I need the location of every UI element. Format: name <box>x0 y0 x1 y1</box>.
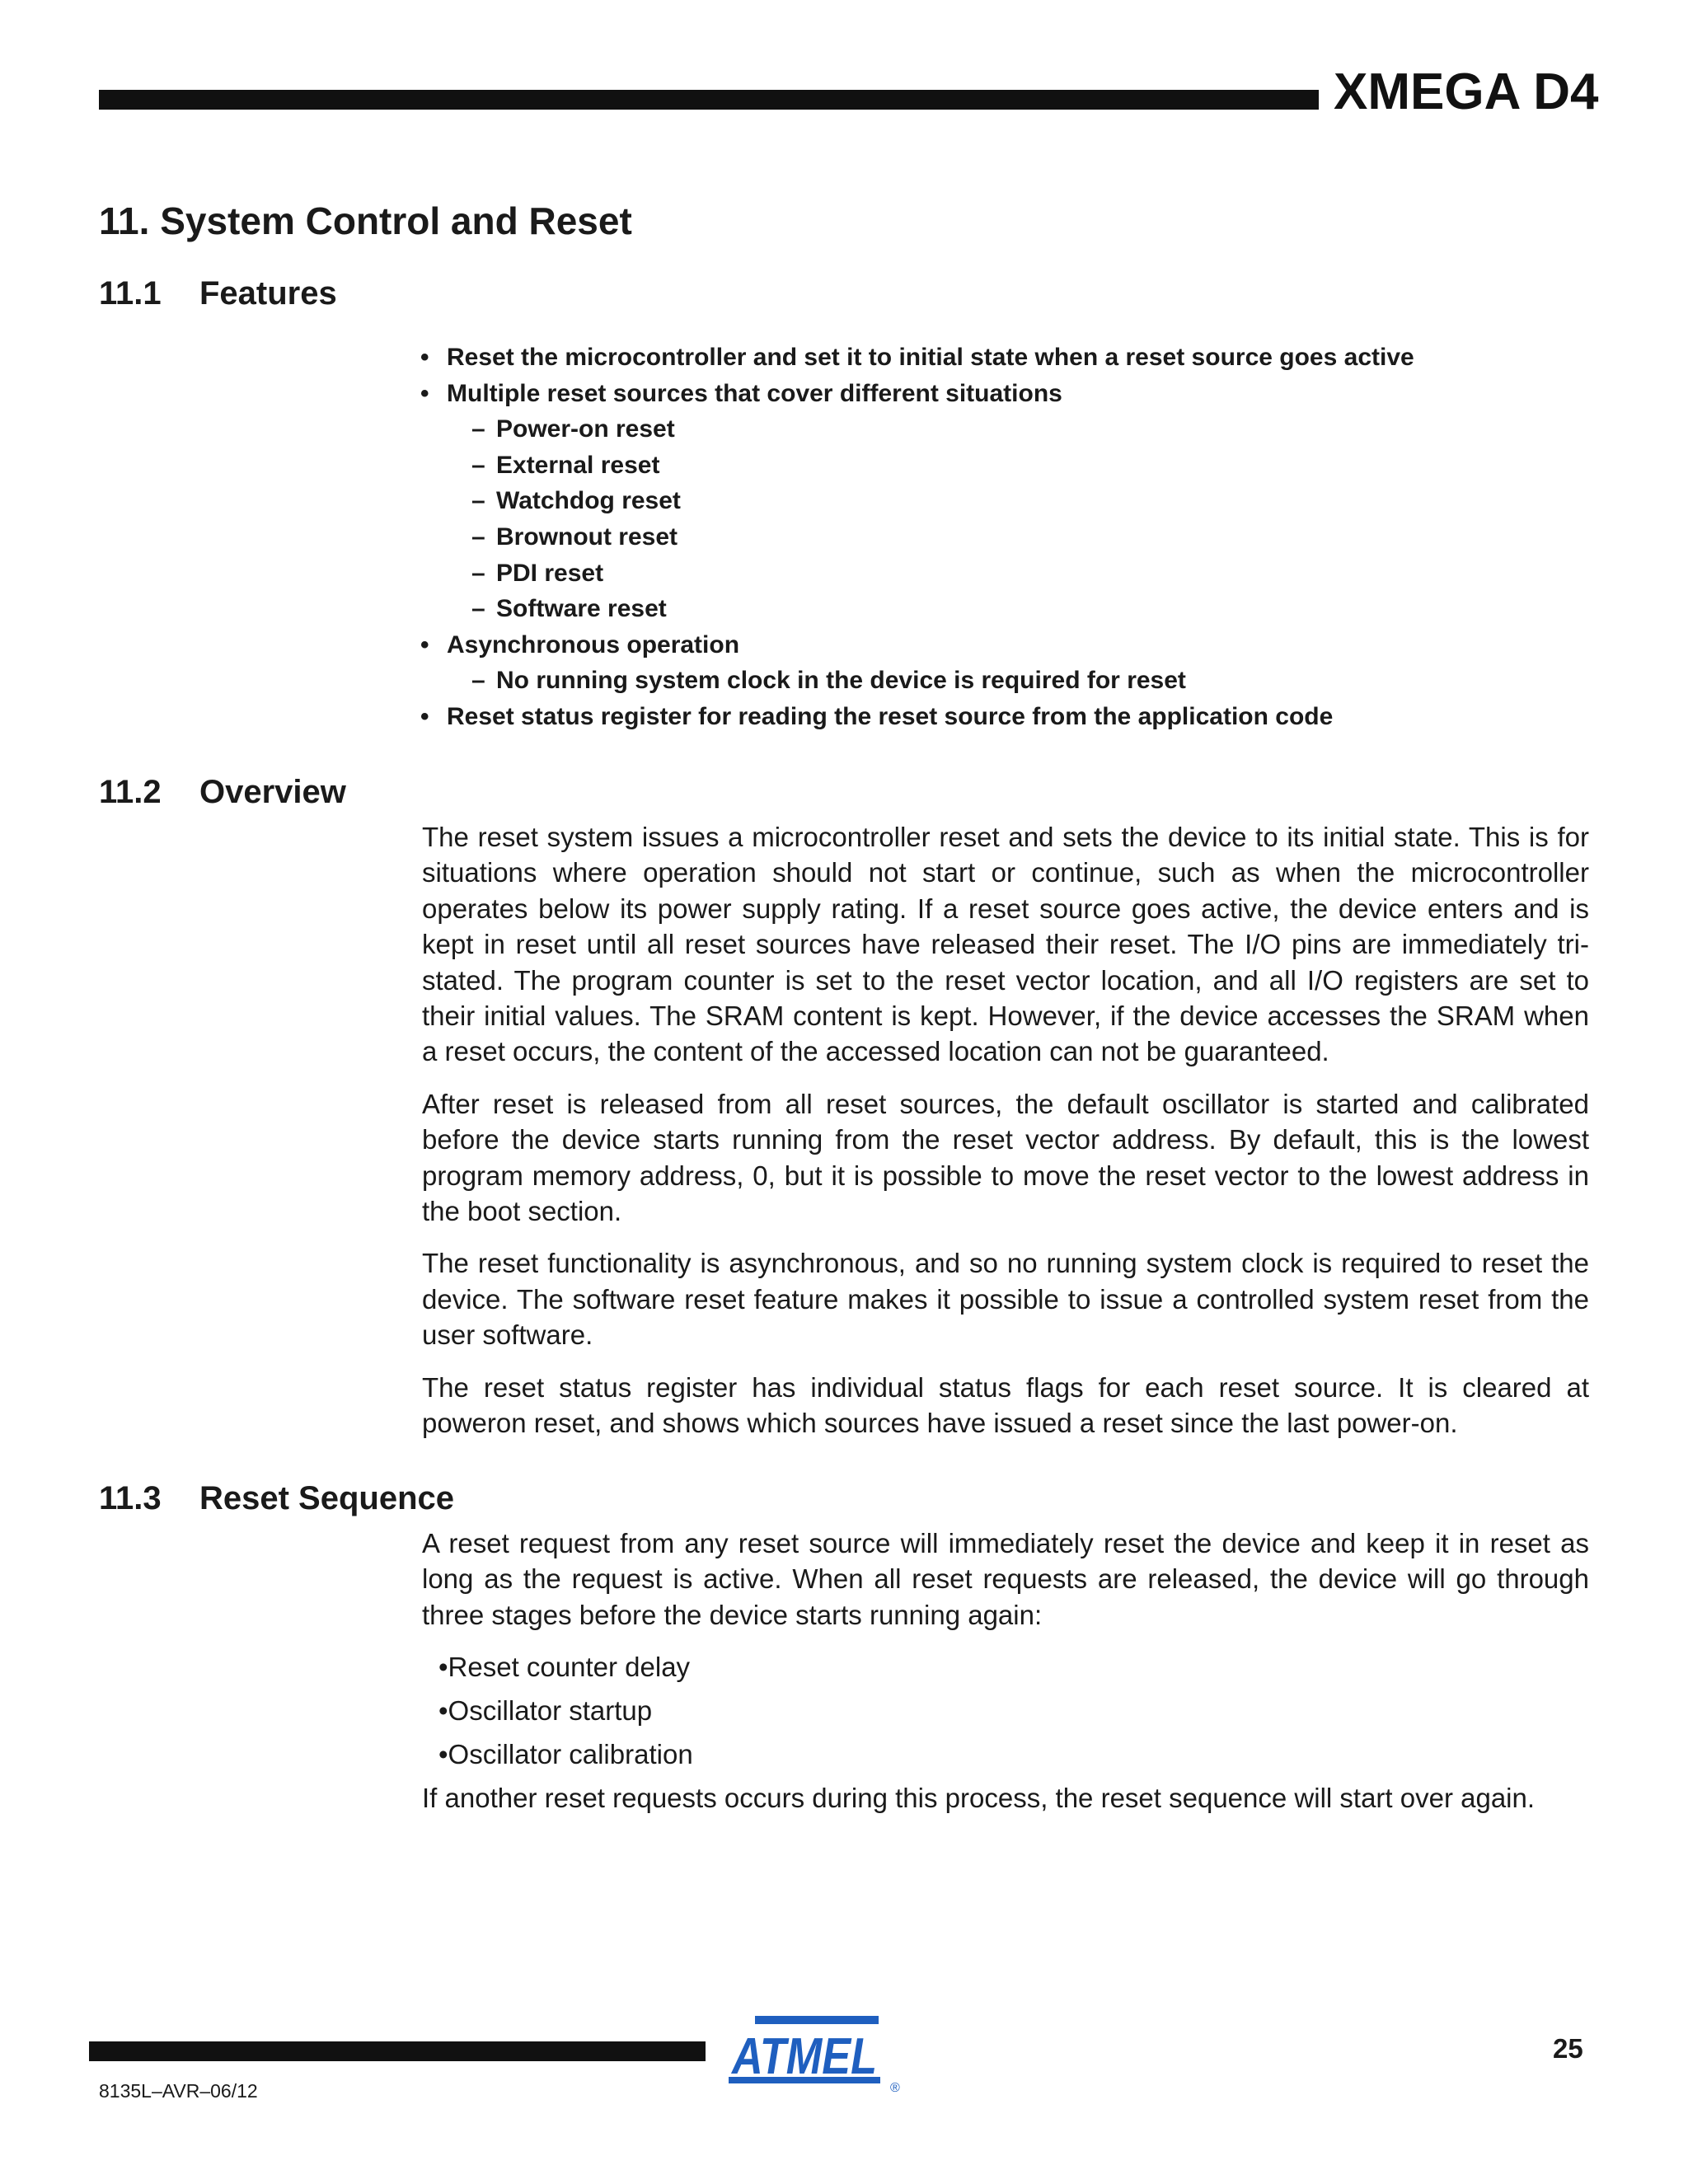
footer-rule <box>89 2041 706 2061</box>
list-item-text: Asynchronous operation <box>447 630 740 658</box>
atmel-logo-graphic <box>725 2011 907 2097</box>
reset-stage-list <box>438 1645 693 1776</box>
svg-text:ATMEL: ATMEL <box>730 2028 877 2085</box>
section-heading-reset-sequence <box>99 1477 454 1520</box>
document-code: 8135L–AVR–06/12 <box>99 2080 258 2102</box>
bullet-marker: • <box>420 379 429 407</box>
list-item-text: Watchdog reset <box>496 487 681 515</box>
list-item: •Oscillator calibration <box>438 1739 693 1769</box>
dash-marker: – <box>471 595 485 623</box>
bullet-marker: • <box>420 344 429 371</box>
list-item <box>420 376 1591 412</box>
list-item-text: Multiple reset sources that cover different situations <box>447 379 1062 407</box>
list-item-text: No running system clock in the device is required for reset <box>496 667 1186 695</box>
list-item <box>420 699 1591 735</box>
list-item-text: External reset <box>496 451 660 479</box>
list-item-text: Reset status register for reading the reset source from the application code <box>447 702 1334 730</box>
svg-text:®: ® <box>890 2081 900 2095</box>
dash-marker: – <box>471 451 485 479</box>
bullet-marker: • <box>420 702 429 730</box>
section-title: Overview <box>199 774 346 810</box>
list-item <box>420 627 1591 663</box>
list-item-text: Power-on reset <box>496 415 675 443</box>
dash-marker: – <box>471 415 485 443</box>
dash-marker: – <box>471 487 485 515</box>
dash-marker: – <box>471 667 485 695</box>
feature-list <box>420 340 1591 735</box>
list-item <box>420 411 1591 448</box>
dash-marker: – <box>471 523 485 551</box>
section-title: Features <box>199 275 337 312</box>
section-number: 11.2 <box>99 774 162 810</box>
list-item <box>420 663 1591 699</box>
list-item-text: PDI reset <box>496 559 604 587</box>
list-item <box>420 591 1591 627</box>
reset-sequence-body <box>422 1526 1589 1649</box>
overview-body <box>422 819 1589 1458</box>
list-item-text: Software reset <box>496 595 667 623</box>
dash-marker: – <box>471 559 485 587</box>
paragraph: If another reset requests occurs during this process, the reset sequence will start over again. <box>422 1783 1536 1813</box>
paragraph: The reset functionality is asynchronous, and so no running system clock is required to reset the device. The software reset feature makes it possible to issue a controlled system reset from the user software. <box>422 1248 1589 1351</box>
section-number: 11.3 <box>99 1480 162 1516</box>
list-item-text: Reset the microcontroller and set it to initial state when a reset source goes active <box>447 344 1414 371</box>
paragraph: A reset request from any reset source will immediately reset the device and keep it in reset as long as the request is active. When all reset requests are released, the device will go through three stages before the device starts running again: <box>422 1528 1589 1630</box>
atmel-logo <box>725 2011 907 2097</box>
header-title: XMEGA D4 <box>1334 63 1599 120</box>
section-title: Reset Sequence <box>199 1480 455 1516</box>
list-item: •Reset counter delay <box>438 1652 691 1682</box>
chapter-title: 11. System Control and Reset <box>99 199 632 242</box>
paragraph: After reset is released from all reset sources, the default oscillator is started and calibrated before the device starts running from the reset vector address. By default, this is the lowest program memory address, 0, but it is possible to move the reset vector to the lowest address in the boot section. <box>422 1088 1589 1227</box>
paragraph: The reset status register has individual status flags for each reset source. It is cleared at poweron reset, and shows which sources have issued a reset since the last power-on. <box>422 1371 1589 1439</box>
list-item <box>420 483 1591 519</box>
page-number: 25 <box>1553 2033 1583 2064</box>
list-item <box>420 555 1591 592</box>
list-item <box>420 448 1591 484</box>
section-heading-overview <box>99 771 346 813</box>
bullet-marker: • <box>420 630 429 658</box>
header-rule <box>99 90 1319 110</box>
section-number: 11.1 <box>99 275 162 312</box>
list-item: •Oscillator startup <box>438 1695 653 1726</box>
list-item-text: Brownout reset <box>496 523 678 551</box>
paragraph: The reset system issues a microcontroller reset and sets the device to its initial state. This is for situations where operation should not start or continue, such as when the microcontroller operates below its power supply rating. If a reset source goes active, the device enters and is kept in reset until all reset sources have released their reset. The I/O pins are immediately tri-stated. The program counter is set to the reset vector location, and all I/O registers are set to their initial values. The SRAM content is kept. However, if the device accesses the SRAM when a reset occurs, the content of the accessed location can not be guaranteed. <box>422 822 1589 1067</box>
section-heading-features <box>99 272 337 315</box>
list-item <box>420 340 1591 376</box>
list-item <box>420 519 1591 555</box>
